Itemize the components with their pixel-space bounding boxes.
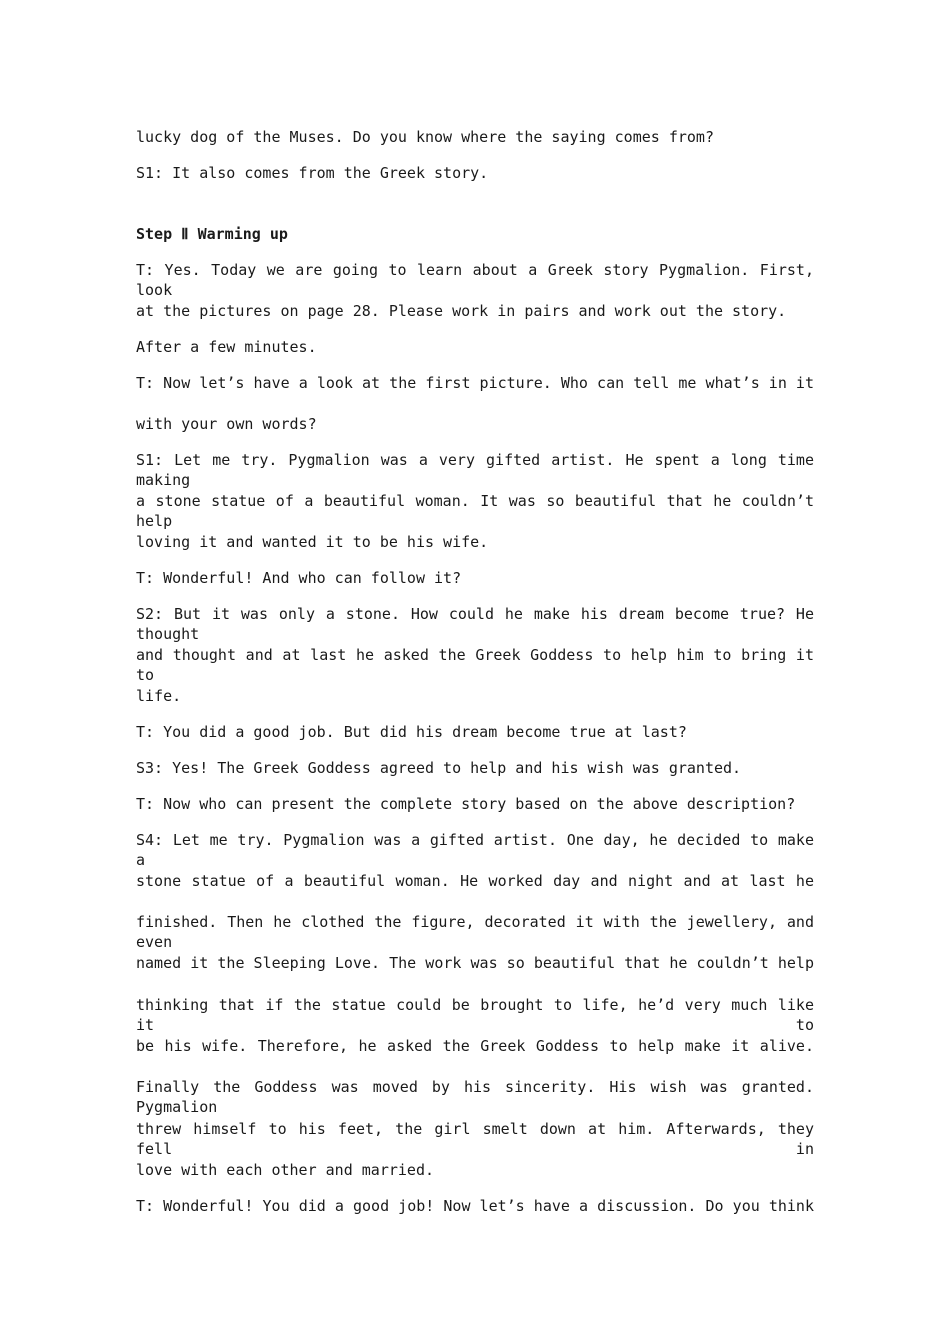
text-line: T: Now who can present the complete story based on the above description? [136, 795, 796, 813]
text-line: stone statue of a beautiful woman. He worked day and night and at last he [136, 872, 814, 890]
text-line: lucky dog of the Muses. Do you know where the saying comes from? [136, 128, 714, 146]
text-line: life. [136, 687, 182, 705]
text-line: S1: It also comes from the Greek story. [136, 164, 489, 182]
text-line: with your own words? [136, 415, 317, 433]
text-line: T: Wonderful! You did a good job! Now let’s have a discussion. Do you think [136, 1197, 814, 1215]
text-line: T: You did a good job. But did his dream become true at last? [136, 723, 687, 741]
text-line: Finally the Goddess was moved by his sincerity. His wish was granted. Pygmalion [136, 1078, 814, 1116]
text-line: S2: But it was only a stone. How could he make his dream become true? He thought [136, 605, 814, 643]
text-line: named it the Sleeping Love. The work was so beautiful that he couldn’t help [136, 954, 814, 972]
text-line: After a few minutes. [136, 338, 317, 356]
text-line: at the pictures on page 28. Please work in pairs and work out the story. [136, 302, 787, 320]
text-line: thinking that if the statue could be brought to life, he’d very much like it to [136, 996, 814, 1034]
text-line: love with each other and married. [136, 1161, 435, 1179]
text-line: T: Now let’s have a look at the first picture. Who can tell me what’s in it [136, 374, 814, 392]
text-line: S3: Yes! The Greek Goddess agreed to help and his wish was granted. [136, 759, 742, 777]
text-line: and thought and at last he asked the Greek Goddess to help him to bring it to [136, 646, 814, 684]
text-line: S4: Let me try. Pygmalion was a gifted artist. One day, he decided to make a [136, 831, 814, 869]
text-line: S1: Let me try. Pygmalion was a very gifted artist. He spent a long time making [136, 451, 814, 489]
text-line: T: Yes. Today we are going to learn about a Greek story Pygmalion. First, look [136, 261, 814, 299]
text-line: T: Wonderful! And who can follow it? [136, 569, 462, 587]
text-line: finished. Then he clothed the figure, decorated it with the jewellery, and even [136, 913, 814, 951]
text-line: a stone statue of a beautiful woman. It was so beautiful that he couldn’t help [136, 492, 814, 530]
text-line: threw himself to his feet, the girl smelt down at him. Afterwards, they fell in [136, 1120, 814, 1158]
text-line: be his wife. Therefore, he asked the Greek Goddess to help make it alive. [136, 1037, 814, 1055]
text-line: loving it and wanted it to be his wife. [136, 533, 489, 551]
section-heading: Step Ⅱ Warming up [136, 225, 288, 243]
